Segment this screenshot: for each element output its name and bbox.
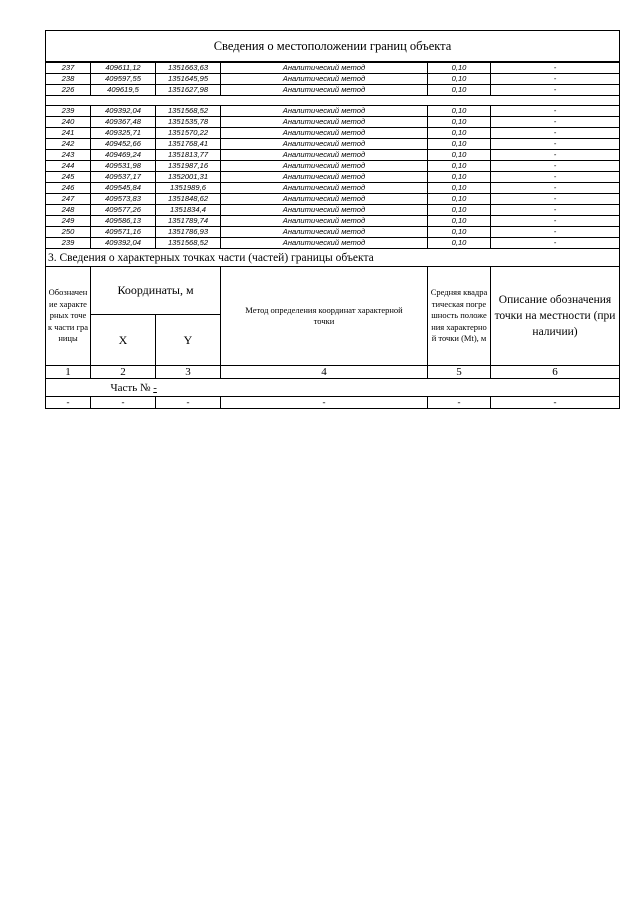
col-accuracy-header [428,267,491,366]
header-row-1 [46,267,620,315]
cell-acc: 0,10 [428,216,491,227]
cell-desc: - [491,106,620,117]
empty-cell: - [46,397,91,409]
cell-desc: - [491,194,620,205]
cell-desc: - [491,172,620,183]
cell-n: 243 [46,150,91,161]
cell-n: 247 [46,194,91,205]
cell-x: 409611,12 [91,62,156,74]
cell-acc: 0,10 [428,139,491,150]
cell-desc: - [491,85,620,96]
table-row [46,216,620,227]
cell-y: 1351987,16 [156,161,221,172]
empty-cell: - [428,397,491,409]
cell-method: Аналитический метод [221,227,428,238]
cell-acc: 0,10 [428,85,491,96]
cell-n: 239 [46,106,91,117]
cell-y: 1351535,78 [156,117,221,128]
cell-acc: 0,10 [428,238,491,249]
cell-method: Аналитический метод [221,139,428,150]
table-row [46,128,620,139]
col-method-header [221,267,428,366]
part-value: - [153,381,157,394]
cell-desc: - [491,216,620,227]
cell-n: 248 [46,205,91,216]
boundary-table [45,30,620,409]
cell-method: Аналитический метод [221,172,428,183]
cell-acc: 0,10 [428,227,491,238]
table-row [46,117,620,128]
cell-n: 238 [46,74,91,85]
table-row [46,139,620,150]
table-row [46,161,620,172]
section3-title: 3. Сведения о характерных точках части (частей) границы объекта [46,249,620,267]
cell-method: Аналитический метод [221,106,428,117]
cell-y: 1351834,4 [156,205,221,216]
cell-y: 1351768,41 [156,139,221,150]
cell-method: Аналитический метод [221,194,428,205]
cell-x: 409545,84 [91,183,156,194]
cell-x: 409392,04 [91,238,156,249]
cell-method: Аналитический метод [221,238,428,249]
col-coordinates-header: Координаты, м [91,267,221,315]
col-designation-header [46,267,91,366]
part-label: Часть № [110,381,151,394]
cell-method: Аналитический метод [221,128,428,139]
column-numbers-row [46,366,620,379]
col-description-header [491,267,620,366]
cell-acc: 0,10 [428,106,491,117]
cell-desc: - [491,183,620,194]
cell-y: 1351786,93 [156,227,221,238]
col-x-header: X [91,315,156,366]
cell-acc: 0,10 [428,62,491,74]
cell-x: 409537,17 [91,172,156,183]
cell-desc: - [491,227,620,238]
separator-row [46,96,620,106]
table-row [46,227,620,238]
cell-y: 1351989,6 [156,183,221,194]
cell-method: Аналитический метод [221,183,428,194]
cell-desc: - [491,205,620,216]
table-row [46,150,620,161]
cell-method: Аналитический метод [221,216,428,227]
cell-x: 409597,55 [91,74,156,85]
cell-acc: 0,10 [428,128,491,139]
column-number: 1 [46,366,91,379]
cell-n: 246 [46,183,91,194]
cell-y: 1351627,98 [156,85,221,96]
cell-x: 409577,26 [91,205,156,216]
cell-x: 409586,13 [91,216,156,227]
empty-cell: - [156,397,221,409]
cell-desc: - [491,238,620,249]
cell-x: 409452,66 [91,139,156,150]
cell-x: 409531,98 [91,161,156,172]
cell-n: 245 [46,172,91,183]
cell-desc: - [491,128,620,139]
cell-x: 409325,71 [91,128,156,139]
cell-y: 1351789,74 [156,216,221,227]
col-method-label: Метод определения координат характерной точки [245,304,403,326]
empty-cell: - [491,397,620,409]
cell-desc: - [491,161,620,172]
table-row [46,85,620,96]
column-number: 2 [91,366,156,379]
table-row [46,238,620,249]
cell-n: 249 [46,216,91,227]
cell-y: 1351645,95 [156,74,221,85]
col-designation-label: Обозначение характерных точек части границы [48,287,88,344]
cell-method: Аналитический метод [221,150,428,161]
cell-desc: - [491,139,620,150]
cell-method: Аналитический метод [221,161,428,172]
cell-y: 1351663,63 [156,62,221,74]
cell-method: Аналитический метод [221,74,428,85]
cell-acc: 0,10 [428,161,491,172]
cell-n: 242 [46,139,91,150]
column-number: 4 [221,366,428,379]
col-y-header: Y [156,315,221,366]
cell-acc: 0,10 [428,117,491,128]
cell-acc: 0,10 [428,194,491,205]
cell-y: 1351813,77 [156,150,221,161]
cell-y: 1351570,22 [156,128,221,139]
cell-acc: 0,10 [428,150,491,161]
column-number: 3 [156,366,221,379]
part-spacer [46,379,91,397]
cell-y: 1351848,62 [156,194,221,205]
cell-x: 409367,48 [91,117,156,128]
cell-n: 239 [46,238,91,249]
table-row [46,172,620,183]
cell-x: 409619,5 [91,85,156,96]
cell-n: 240 [46,117,91,128]
empty-cell: - [91,397,156,409]
cell-desc: - [491,150,620,161]
cell-desc: - [491,74,620,85]
cell-x: 409392,04 [91,106,156,117]
cell-acc: 0,10 [428,74,491,85]
cell-n: 244 [46,161,91,172]
cell-acc: 0,10 [428,172,491,183]
empty-data-row [46,397,620,409]
section3-title-row [46,249,620,267]
table-row [46,205,620,216]
cell-desc: - [491,117,620,128]
column-number: 5 [428,366,491,379]
table-row [46,183,620,194]
cell-acc: 0,10 [428,205,491,216]
column-number: 6 [491,366,620,379]
cell-x: 409573,83 [91,194,156,205]
part-label-cell [91,379,620,397]
table-row [46,106,620,117]
cell-y: 1351568,52 [156,238,221,249]
cell-n: 250 [46,227,91,238]
cell-n: 241 [46,128,91,139]
cell-x: 409571,16 [91,227,156,238]
table-row [46,194,620,205]
table-row [46,74,620,85]
cell-n: 237 [46,62,91,74]
part-row [46,379,620,397]
cell-method: Аналитический метод [221,117,428,128]
table-row [46,62,620,74]
cell-y: 1351568,52 [156,106,221,117]
col-accuracy-label: Средняя квадратическая погрешность положения характерной точки (Mt), м [430,287,488,344]
table-title: Сведения о местоположении границ объекта [46,31,620,63]
separator-cell [46,96,620,106]
cell-method: Аналитический метод [221,205,428,216]
cell-n: 226 [46,85,91,96]
cell-method: Аналитический метод [221,62,428,74]
cell-method: Аналитический метод [221,85,428,96]
empty-cell: - [221,397,428,409]
cell-acc: 0,10 [428,183,491,194]
cell-y: 1352001,31 [156,172,221,183]
cell-desc: - [491,62,620,74]
document-sheet [45,30,619,409]
cell-x: 409469,24 [91,150,156,161]
col-description-label: Описание обозначения точки на местности (при наличии) [494,294,616,338]
